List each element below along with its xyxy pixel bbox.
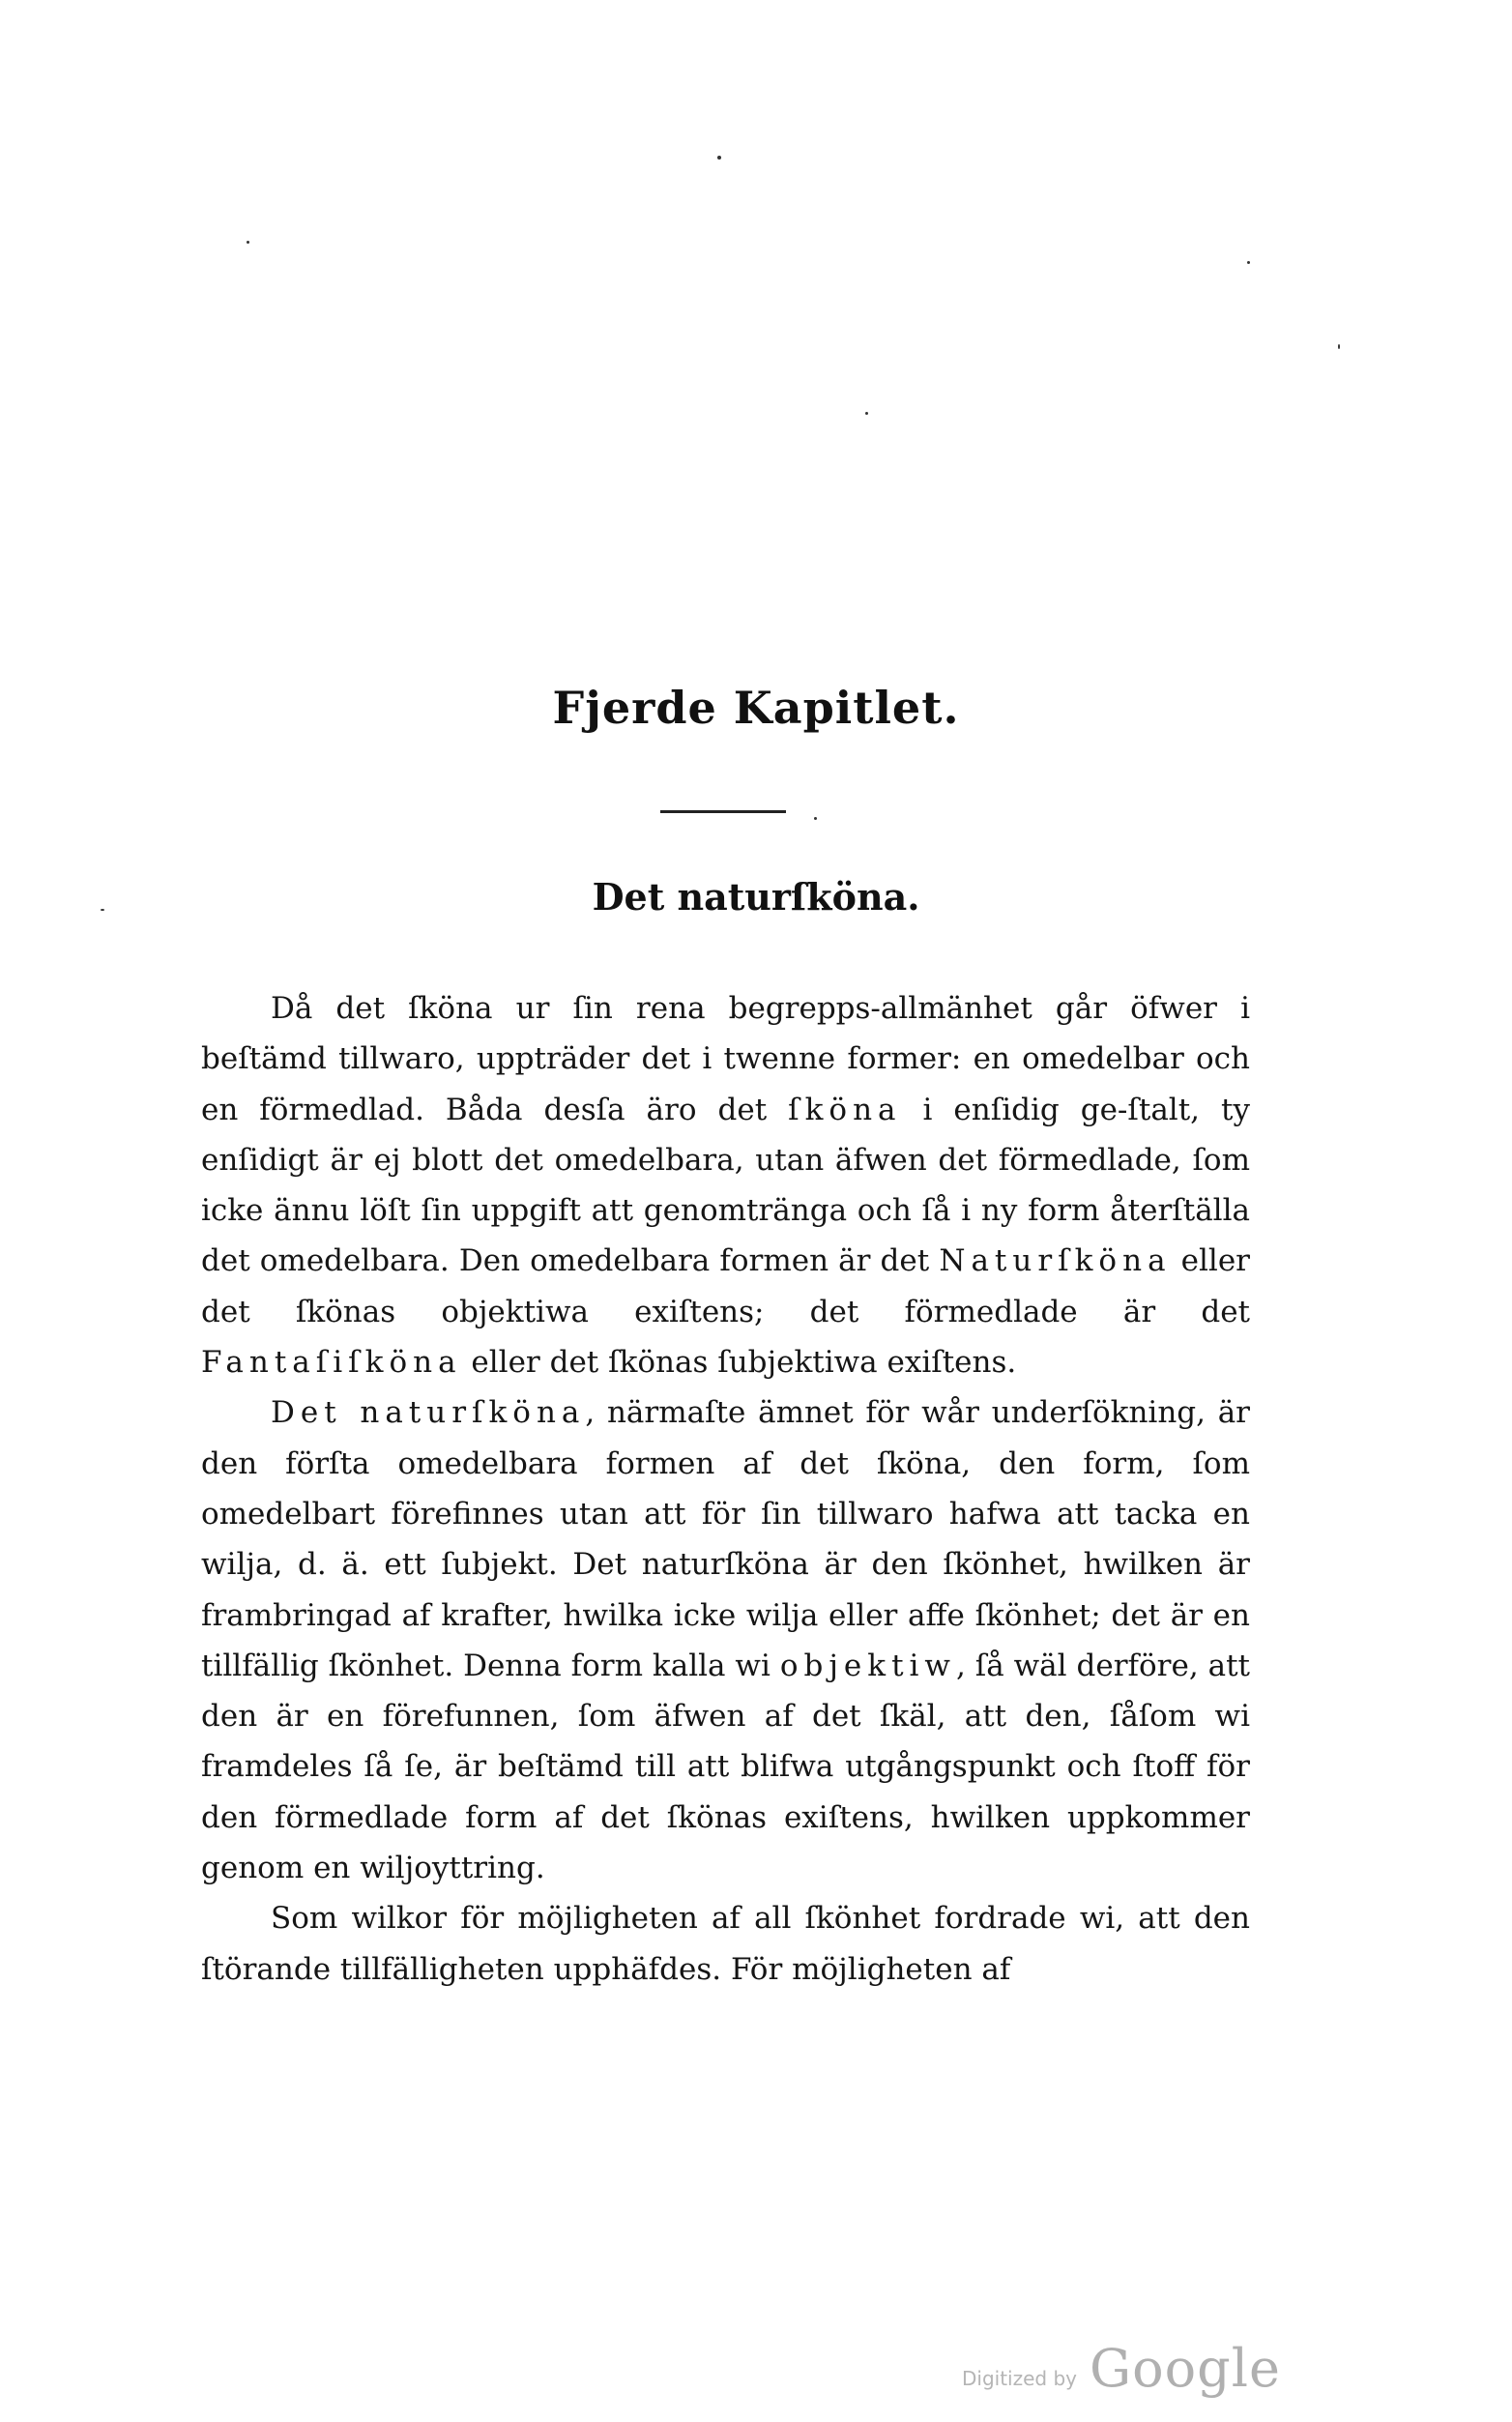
paragraph-1-text-a: Då det ſköna ur ſin rena begrepps-allmänhet går öfwer i beſtämd tillwaro, uppträder det i twenne former: en omedelbar och en förmedlad. Båda desſa äro det [201, 991, 1250, 1127]
paragraph-2-emphasis-b: objektiw [779, 1648, 956, 1683]
section-title: Det naturſköna. [592, 875, 920, 919]
paragraph-1 [201, 983, 1250, 1387]
google-logo: Google [1090, 2338, 1281, 2399]
paper-speck [247, 241, 249, 244]
paragraph-2-text-a: , närmaſte ämnet för wår underſökning, är den förſta omedelbara formen af det ſköna, den form, ſom omedelbart förefinnes utan att för ſin tillwaro hafwa att tacka en wilja, d. ä. ett ſubjekt. Det naturſköna är den ſkönhet, hwilken är frambringad af krafter, hwilka icke wilja eller affe ſkönhet; det är en tillfällig ſkönhet. Denna form kalla wi [201, 1395, 1250, 1683]
title-divider [660, 810, 786, 813]
paper-speck [1247, 261, 1250, 264]
paragraph-1-emphasis-b: Naturſköna [939, 1243, 1172, 1279]
paragraph-1-text-c: eller det ſkönas objektiwa exiſtens; det förmedlade är det [201, 1243, 1250, 1329]
paper-speck [717, 156, 721, 160]
paragraph-2-emphasis-a: Det naturſköna [271, 1395, 586, 1431]
paper-speck [865, 412, 868, 415]
paragraph-3-text: Som wilkor för möjligheten af all ſkönhet fordrade wi, att den ſtörande tillfälligheten upphäfdes. För möjligheten af [201, 1901, 1250, 1987]
paragraph-1-text-b: i enſidig ge-ſtalt, ty enſidigt är ej blott det omedelbara, utan äfwen det förmedlade, ſom icke ännu löſt ſin uppgift att genomtränga och ſå i ny form återſtälla det omedelbara. Den omedelbara formen är det [201, 1092, 1250, 1279]
paragraph-3 [201, 1893, 1250, 1995]
paragraph-2-text-b: , ſå wäl derföre, att den är en förefunnen, ſom äfwen af det ſkäl, att den, ſåſom wi framdeles ſå ſe, är beſtämd till att blifwa utgångspunkt och ſtoff för den förmedlade form af det ſkönas exiſtens, hwilken uppkommer genom en wiljoyttring. [201, 1648, 1250, 1886]
paragraph-1-text-d: eller det ſkönas ſubjektiwa exiſtens. [461, 1345, 1017, 1381]
paper-speck [1338, 344, 1340, 349]
paragraph-1-emphasis-a: ſköna [788, 1092, 902, 1127]
body-text [201, 983, 1250, 1995]
chapter-title: Fjerde Kapitlet. [552, 682, 960, 734]
paragraph-2 [201, 1387, 1250, 1893]
paragraph-1-emphasis-c: Fantaſiſköna [201, 1345, 462, 1381]
digitized-by-google-watermark [962, 2338, 1291, 2406]
paper-speck [814, 817, 817, 820]
watermark-prefix: Digitized by [962, 2367, 1077, 2390]
